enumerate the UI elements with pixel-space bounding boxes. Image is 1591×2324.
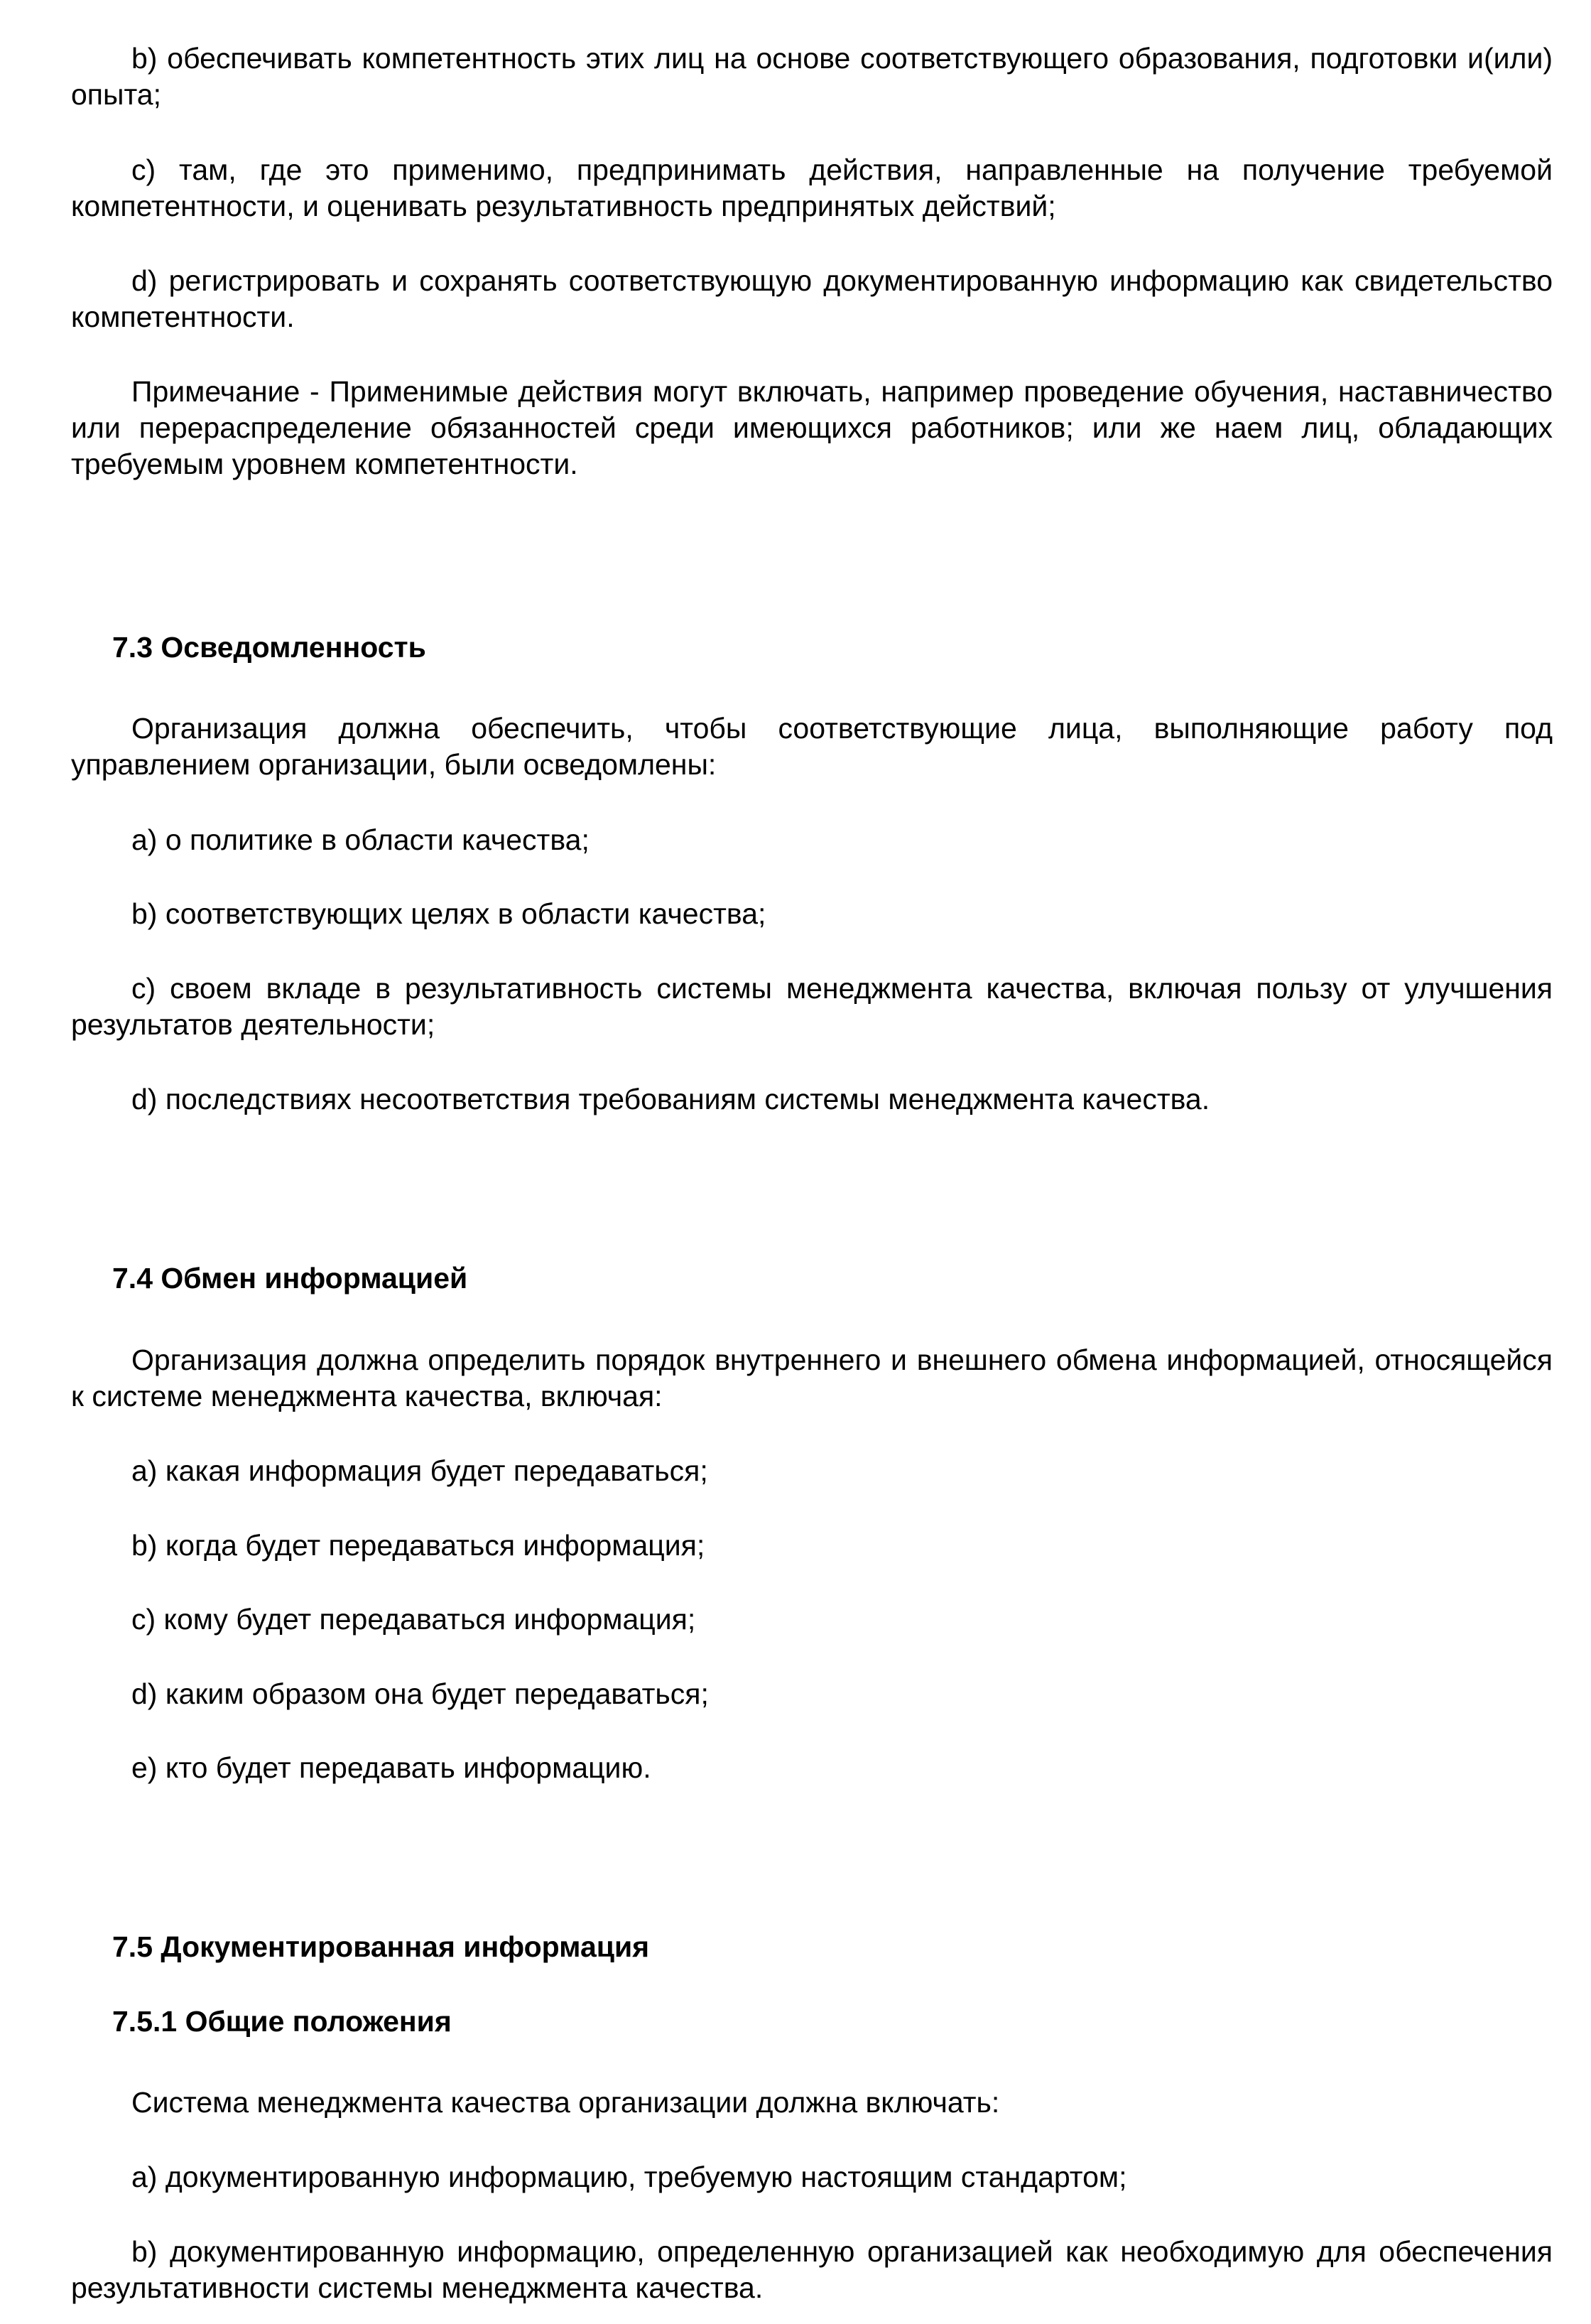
competence-note: Примечание - Применимые действия могут включать, например проведение обучения, наставничество или перераспределение обязанностей среди имеющихся работников; или же наем лиц, обладающих требуемым уровнем компетентности. (71, 375, 1553, 480)
awareness-intro: Организация должна обеспечить, чтобы соответствующие лица, выполняющие работу под управлением организации, были осведомлены: (71, 712, 1553, 781)
awareness-item-a: a) о политике в области качества; (131, 823, 590, 856)
awareness-item-d: d) последствиях несоответствия требованиям системы менеджмента качества. (131, 1083, 1210, 1115)
communication-item-e: e) кто будет передавать информацию. (131, 1751, 651, 1784)
competence-item-b: b) обеспечивать компетентность этих лиц на основе соответствующего образования, подготовки и(или) опыта; (71, 42, 1553, 111)
awareness-item-c: c) своем вкладе в результативность системы менеджмента качества, включая пользу от улучшения результатов деятельности; (71, 972, 1553, 1041)
communication-intro: Организация должна определить порядок внутреннего и внешнего обмена информацией, относящейся к системе менеджмента качества, включая: (71, 1344, 1553, 1412)
competence-item-c: c) там, где это применимо, предпринимать действия, направленные на получение требуемой компетентности, и оценивать результативность предпринятых действий; (71, 153, 1553, 222)
communication-item-a: a) какая информация будет передаваться; (131, 1454, 708, 1487)
documented-info-intro: Система менеджмента качества организации должна включать: (131, 2086, 1000, 2119)
subsection-heading-7-5-1: 7.5.1 Общие положения (112, 2005, 452, 2038)
communication-item-d: d) каким образом она будет передаваться; (131, 1677, 709, 1710)
awareness-item-b: b) соответствующих целях в области качества; (131, 897, 766, 930)
communication-item-b: b) когда будет передаваться информация; (131, 1529, 705, 1562)
documented-info-item-b: b) документированную информацию, определенную организацией как необходимую для обеспечения результативности системы менеджмента качества. (71, 2235, 1553, 2304)
section-heading-7-3: 7.3 Осведомленность (112, 631, 426, 664)
documented-info-item-a: a) документированную информацию, требуемую настоящим стандартом; (131, 2161, 1127, 2193)
competence-item-d: d) регистрировать и сохранять соответствующую документированную информацию как свидетельство компетентности. (71, 264, 1553, 333)
communication-item-c: c) кому будет передаваться информация; (131, 1603, 696, 1636)
section-heading-7-5: 7.5 Документированная информация (112, 1930, 650, 1963)
section-heading-7-4: 7.4 Обмен информацией (112, 1262, 468, 1295)
